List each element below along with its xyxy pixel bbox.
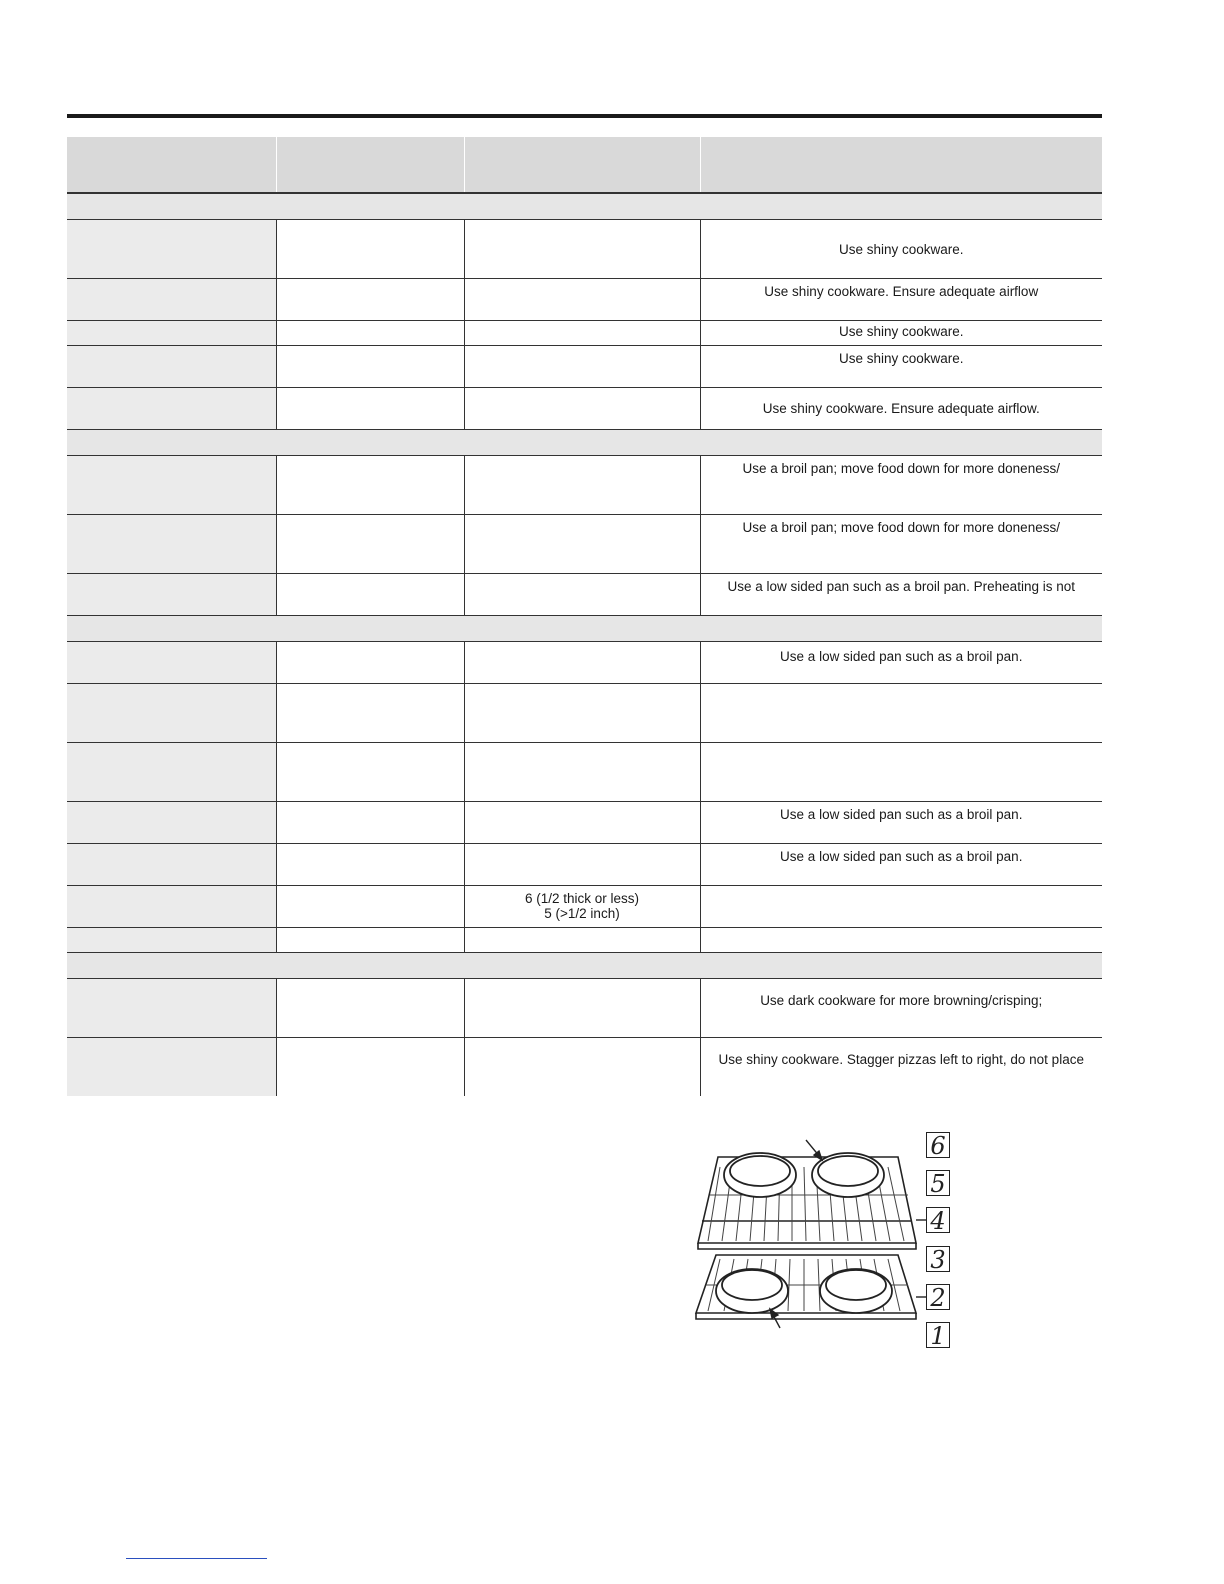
rack-number-4: 4 [926, 1207, 950, 1233]
table-row [67, 928, 1102, 953]
oven-rack-figure [690, 1125, 960, 1355]
note-cell: Use a low sided pan such as a broil pan. [700, 802, 1102, 844]
table-row [67, 456, 1102, 515]
rack-position-line: 6 (1/2 thick or less) [524, 891, 640, 906]
header-cell [276, 137, 464, 193]
table-row [67, 684, 1102, 743]
note-cell: Use a broil pan; move food down for more doneness/ [700, 456, 1102, 515]
rack-number-3: 3 [926, 1246, 950, 1272]
footer-link-underline [126, 1558, 267, 1559]
cooking-guide-table [67, 137, 1102, 1096]
table-row [67, 279, 1102, 321]
note-cell: Use dark cookware for more browning/crisping; [700, 979, 1102, 1038]
table-row [67, 743, 1102, 802]
table-row [67, 886, 1102, 928]
table-row [67, 802, 1102, 844]
rack-number-5: 5 [926, 1170, 950, 1196]
note-cell: Use a low sided pan such as a broil pan. [700, 844, 1102, 886]
note-cell: Use shiny cookware. [700, 346, 1102, 388]
rack-number-2: 2 [926, 1284, 950, 1310]
header-cell [700, 137, 1102, 193]
table-row [67, 388, 1102, 430]
rack-number-6: 6 [926, 1132, 950, 1158]
table-row [67, 515, 1102, 574]
header-cell [464, 137, 700, 193]
note-cell: Use shiny cookware. [700, 321, 1102, 346]
top-rule [67, 114, 1102, 118]
table-row [67, 979, 1102, 1038]
rack-position-line: 5 (>1/2 inch) [544, 906, 620, 921]
header-cell [67, 137, 276, 193]
note-cell: Use a low sided pan such as a broil pan. [700, 642, 1102, 684]
table-row [67, 220, 1102, 279]
table-row [67, 346, 1102, 388]
table-row [67, 1038, 1102, 1096]
note-cell: Use shiny cookware. [700, 220, 1102, 279]
section-row [67, 616, 1102, 642]
table-row [67, 642, 1102, 684]
note-cell: Use a broil pan; move food down for more doneness/ [700, 515, 1102, 574]
note-cell: Use shiny cookware. Ensure adequate airflow. [700, 388, 1102, 430]
section-row [67, 193, 1102, 220]
table-row [67, 574, 1102, 616]
oven-racks-illustration [690, 1125, 960, 1355]
section-row [67, 430, 1102, 456]
table-row [67, 844, 1102, 886]
note-cell: Use a low sided pan such as a broil pan. Preheating is not [700, 574, 1102, 616]
note-cell: Use shiny cookware. Stagger pizzas left to right, do not place [718, 1052, 1084, 1067]
section-row [67, 953, 1102, 979]
table-row [67, 321, 1102, 346]
rack-number-1: 1 [926, 1322, 950, 1348]
note-cell: Use shiny cookware. Ensure adequate airflow [700, 279, 1102, 321]
rack-position-cell [464, 886, 700, 928]
table-header [67, 137, 1102, 193]
